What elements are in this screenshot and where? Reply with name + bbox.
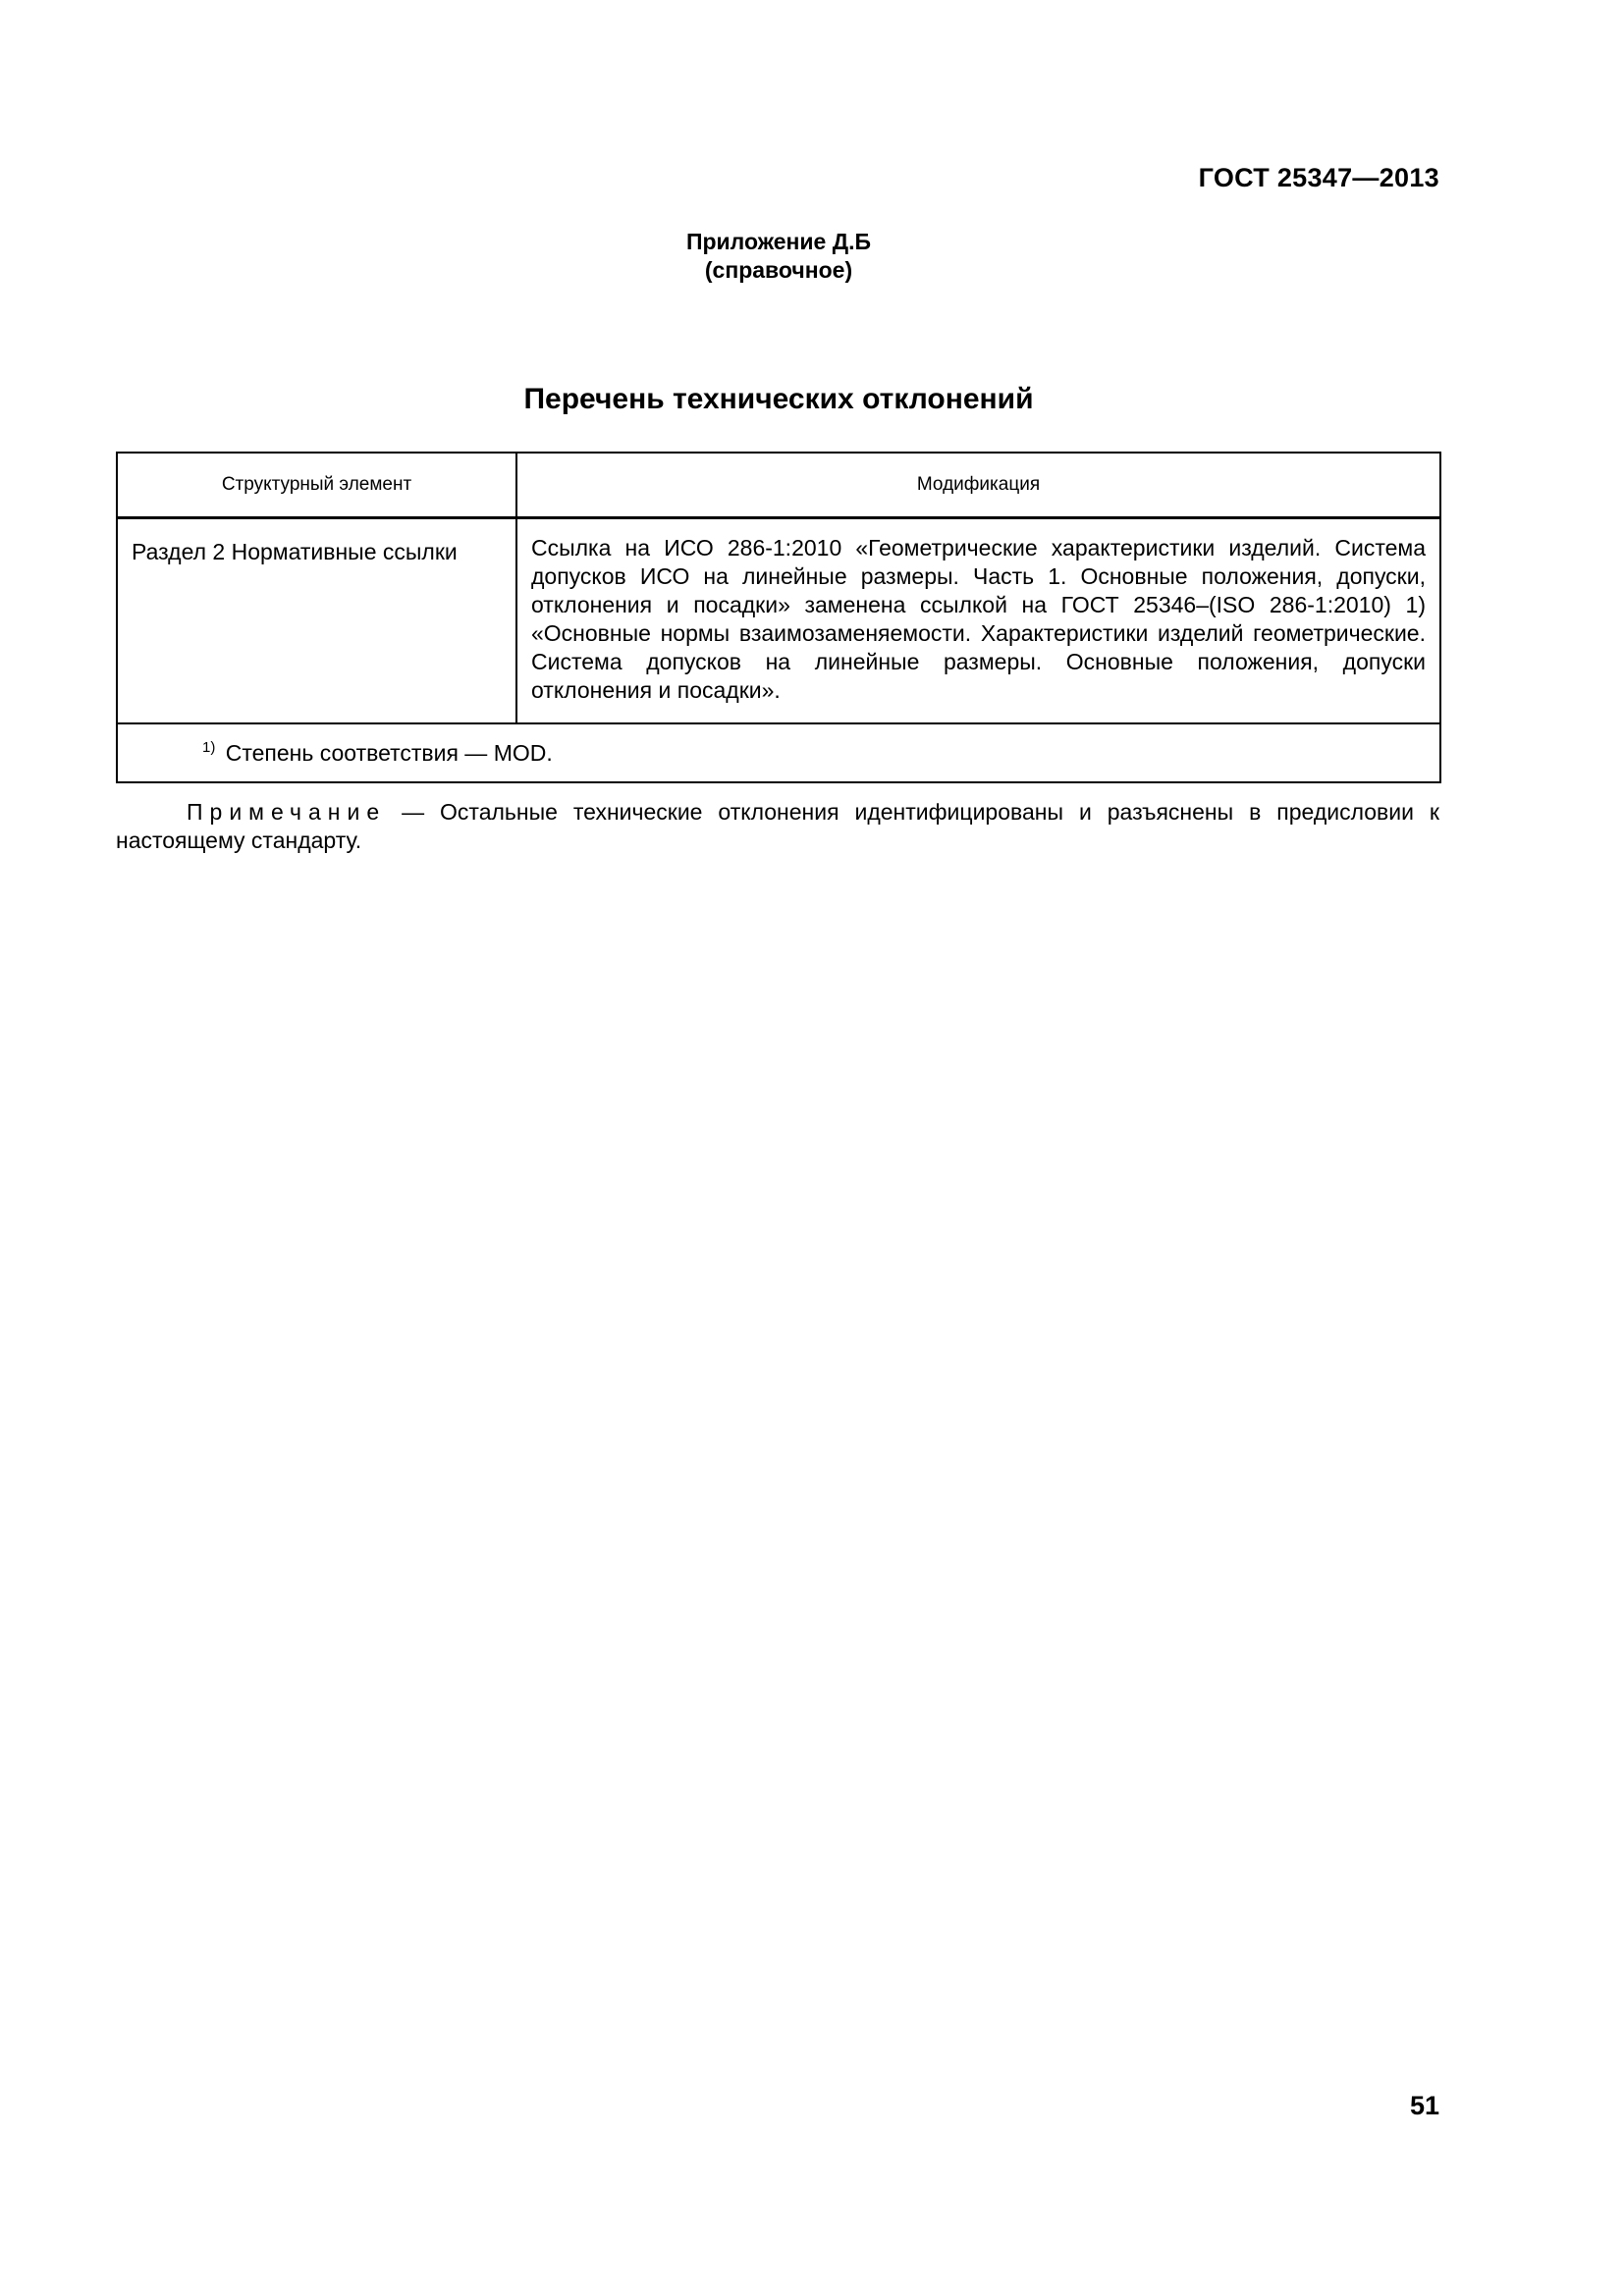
appendix-heading: [0, 228, 1557, 285]
appendix-type: (справочное): [704, 257, 853, 283]
note-text: — Остальные технические отклонения идентифицированы и разъяснены в предисловии к настоящему стандарту.: [116, 799, 1439, 853]
table-row: [117, 518, 1440, 724]
footnote-row: [117, 723, 1440, 782]
footnote-text: Степень соответствия — MOD.: [225, 740, 553, 766]
column-header-structural-element: Структурный элемент: [117, 453, 516, 518]
note-label: Примечание: [187, 799, 387, 825]
footnote-marker: 1): [202, 739, 216, 756]
table-header-row: [117, 453, 1440, 518]
page-title: Перечень технических отклонений: [523, 383, 1034, 415]
appendix-label: Приложение Д.Б: [685, 229, 872, 254]
deviations-table-container: [116, 452, 1439, 783]
page-number: 51: [1409, 2091, 1439, 2120]
modification-cell: Ссылка на ИСО 286-1:2010 «Геометрические характеристики изделий. Система допусков ИСО на линейные размеры. Часть 1. Основные положения, допуски, отклонения и посадки» заменена ссылкой на ГОСТ 25346–(ISO 286-1:2010) 1) «Основные нормы взаимозаменяемости. Характеристики изделий геометрические. Система допусков на линейные размеры. Основные положения, допуски отклонения и посадки».: [516, 518, 1440, 724]
document-code: ГОСТ 25347—2013: [1198, 163, 1439, 192]
footnote-cell: [117, 723, 1440, 782]
column-header-modification: Модификация: [516, 453, 1440, 518]
deviations-table: [116, 452, 1441, 783]
structural-element-cell: Раздел 2 Нормативные ссылки: [117, 518, 516, 724]
note-paragraph: [116, 798, 1439, 855]
